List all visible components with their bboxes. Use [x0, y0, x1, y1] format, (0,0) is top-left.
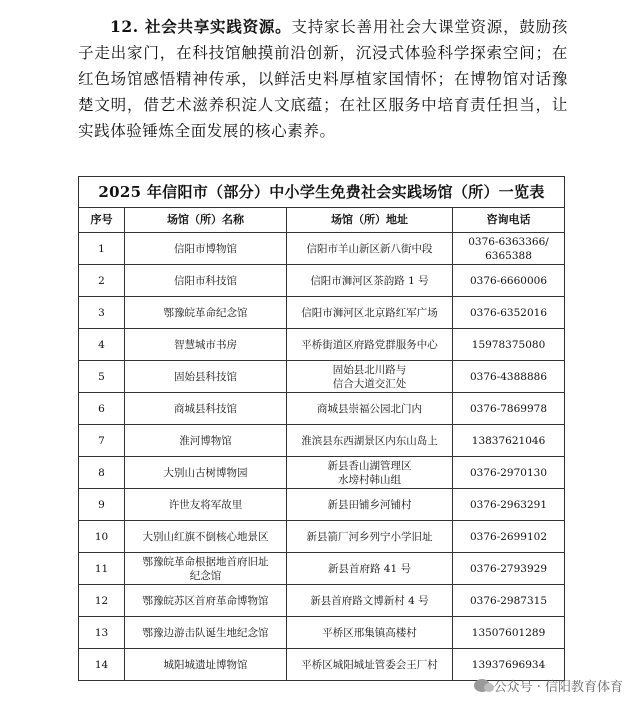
table-row [79, 553, 565, 585]
venue-name: 淮河博物馆 [125, 425, 287, 457]
header-name: 场馆（所）名称 [125, 208, 287, 233]
table-row [79, 265, 565, 297]
venue-address: 淮滨县东西湖景区内东山岛上 [287, 425, 453, 457]
venue-address: 新县田铺乡河铺村 [287, 489, 453, 521]
venue-address: 信阳市浉河区茶韵路 1 号 [287, 265, 453, 297]
venue-name: 信阳市科技馆 [125, 265, 287, 297]
venue-phone: 0376-6352016 [453, 297, 565, 329]
table-header-row [79, 208, 565, 233]
intro-paragraph [78, 14, 568, 144]
venue-phone: 0376-2987315 [453, 585, 565, 617]
watermark-text: 公众号 · 信阳教育体育 [493, 680, 623, 695]
venue-name: 城阳城遗址博物馆 [125, 649, 287, 681]
row-number: 14 [79, 649, 125, 681]
row-number: 2 [79, 265, 125, 297]
venue-address: 平桥区城阳城址管委会王厂村 [287, 649, 453, 681]
row-number: 11 [79, 553, 125, 585]
table-row [79, 521, 565, 553]
venue-address: 新县首府路文博新村 4 号 [287, 585, 453, 617]
venue-address: 新县香山湖管理区 水塝村韩山组 [287, 457, 453, 489]
venue-name: 鄂豫皖苏区首府革命博物馆 [125, 585, 287, 617]
venue-address: 新县首府路 41 号 [287, 553, 453, 585]
venues-table [78, 176, 565, 681]
wechat-icon [474, 679, 490, 692]
venue-address: 信阳市浉河区北京路红军广场 [287, 297, 453, 329]
table-row [79, 617, 565, 649]
row-number: 13 [79, 617, 125, 649]
venue-phone: 13837621046 [453, 425, 565, 457]
paragraph-heading: 12. 社会共享实践资源。 [110, 17, 292, 36]
venue-phone: 0376-2963291 [453, 489, 565, 521]
venue-phone: 0376-2699102 [453, 521, 565, 553]
venue-name: 商城县科技馆 [125, 393, 287, 425]
venue-phone: 13507601289 [453, 617, 565, 649]
venue-name: 鄂豫边游击队诞生地纪念馆 [125, 617, 287, 649]
venue-phone: 15978375080 [453, 329, 565, 361]
table-row [79, 233, 565, 265]
row-number: 1 [79, 233, 125, 265]
venue-address: 新县箭厂河乡列宁小学旧址 [287, 521, 453, 553]
row-number: 12 [79, 585, 125, 617]
venue-phone: 0376-6363366/ 6365388 [453, 233, 565, 265]
venue-phone: 0376-7869978 [453, 393, 565, 425]
table-row [79, 329, 565, 361]
row-number: 5 [79, 361, 125, 393]
venue-phone: 0376-2793929 [453, 553, 565, 585]
header-phone: 咨询电话 [453, 208, 565, 233]
table-body [79, 233, 565, 681]
venue-address: 商城县崇福公园北门内 [287, 393, 453, 425]
venue-address: 平桥区邢集镇高楼村 [287, 617, 453, 649]
row-number: 4 [79, 329, 125, 361]
venue-name: 固始县科技馆 [125, 361, 287, 393]
venue-name: 鄂豫皖革命根据地首府旧址 纪念馆 [125, 553, 287, 585]
table-row [79, 393, 565, 425]
row-number: 10 [79, 521, 125, 553]
table-title: 2025 年信阳市（部分）中小学生免费社会实践场馆（所）一览表 [79, 177, 565, 208]
table-row [79, 457, 565, 489]
watermark [474, 676, 623, 695]
table-row [79, 297, 565, 329]
table-row [79, 585, 565, 617]
row-number: 6 [79, 393, 125, 425]
venue-phone: 0376-6660006 [453, 265, 565, 297]
venue-name: 大别山古树博物园 [125, 457, 287, 489]
venue-name: 智慧城市书房 [125, 329, 287, 361]
venue-address: 固始县北川路与 信合大道交汇处 [287, 361, 453, 393]
row-number: 8 [79, 457, 125, 489]
row-number: 3 [79, 297, 125, 329]
venue-address: 平桥街道区府路党群服务中心 [287, 329, 453, 361]
venue-name: 大别山红旗不倒核心地景区 [125, 521, 287, 553]
table-row [79, 489, 565, 521]
table-row [79, 425, 565, 457]
table-row [79, 361, 565, 393]
venue-phone: 13937696934 [453, 649, 565, 681]
venue-name: 鄂豫皖革命纪念馆 [125, 297, 287, 329]
row-number: 7 [79, 425, 125, 457]
venue-address: 信阳市羊山新区新八街中段 [287, 233, 453, 265]
venue-phone: 0376-2970130 [453, 457, 565, 489]
venue-phone: 0376-4388886 [453, 361, 565, 393]
header-address: 场馆（所）地址 [287, 208, 453, 233]
venue-name: 许世友将军故里 [125, 489, 287, 521]
venue-name: 信阳市博物馆 [125, 233, 287, 265]
row-number: 9 [79, 489, 125, 521]
paragraph-body: 支持家长善用社会大课堂资源，鼓励孩子走出家门，在科技馆触摸前沿创新，沉浸式体验科学探索空间；在红色场馆感悟精神传承，以鲜活史料厚植家国情怀；在博物馆对话豫楚文明，借艺术滋养积淀人文底蕴；在社区服务中培育责任担当，让实践体验锤炼全面发展的核心素养。 [78, 18, 569, 140]
header-no: 序号 [79, 208, 125, 233]
